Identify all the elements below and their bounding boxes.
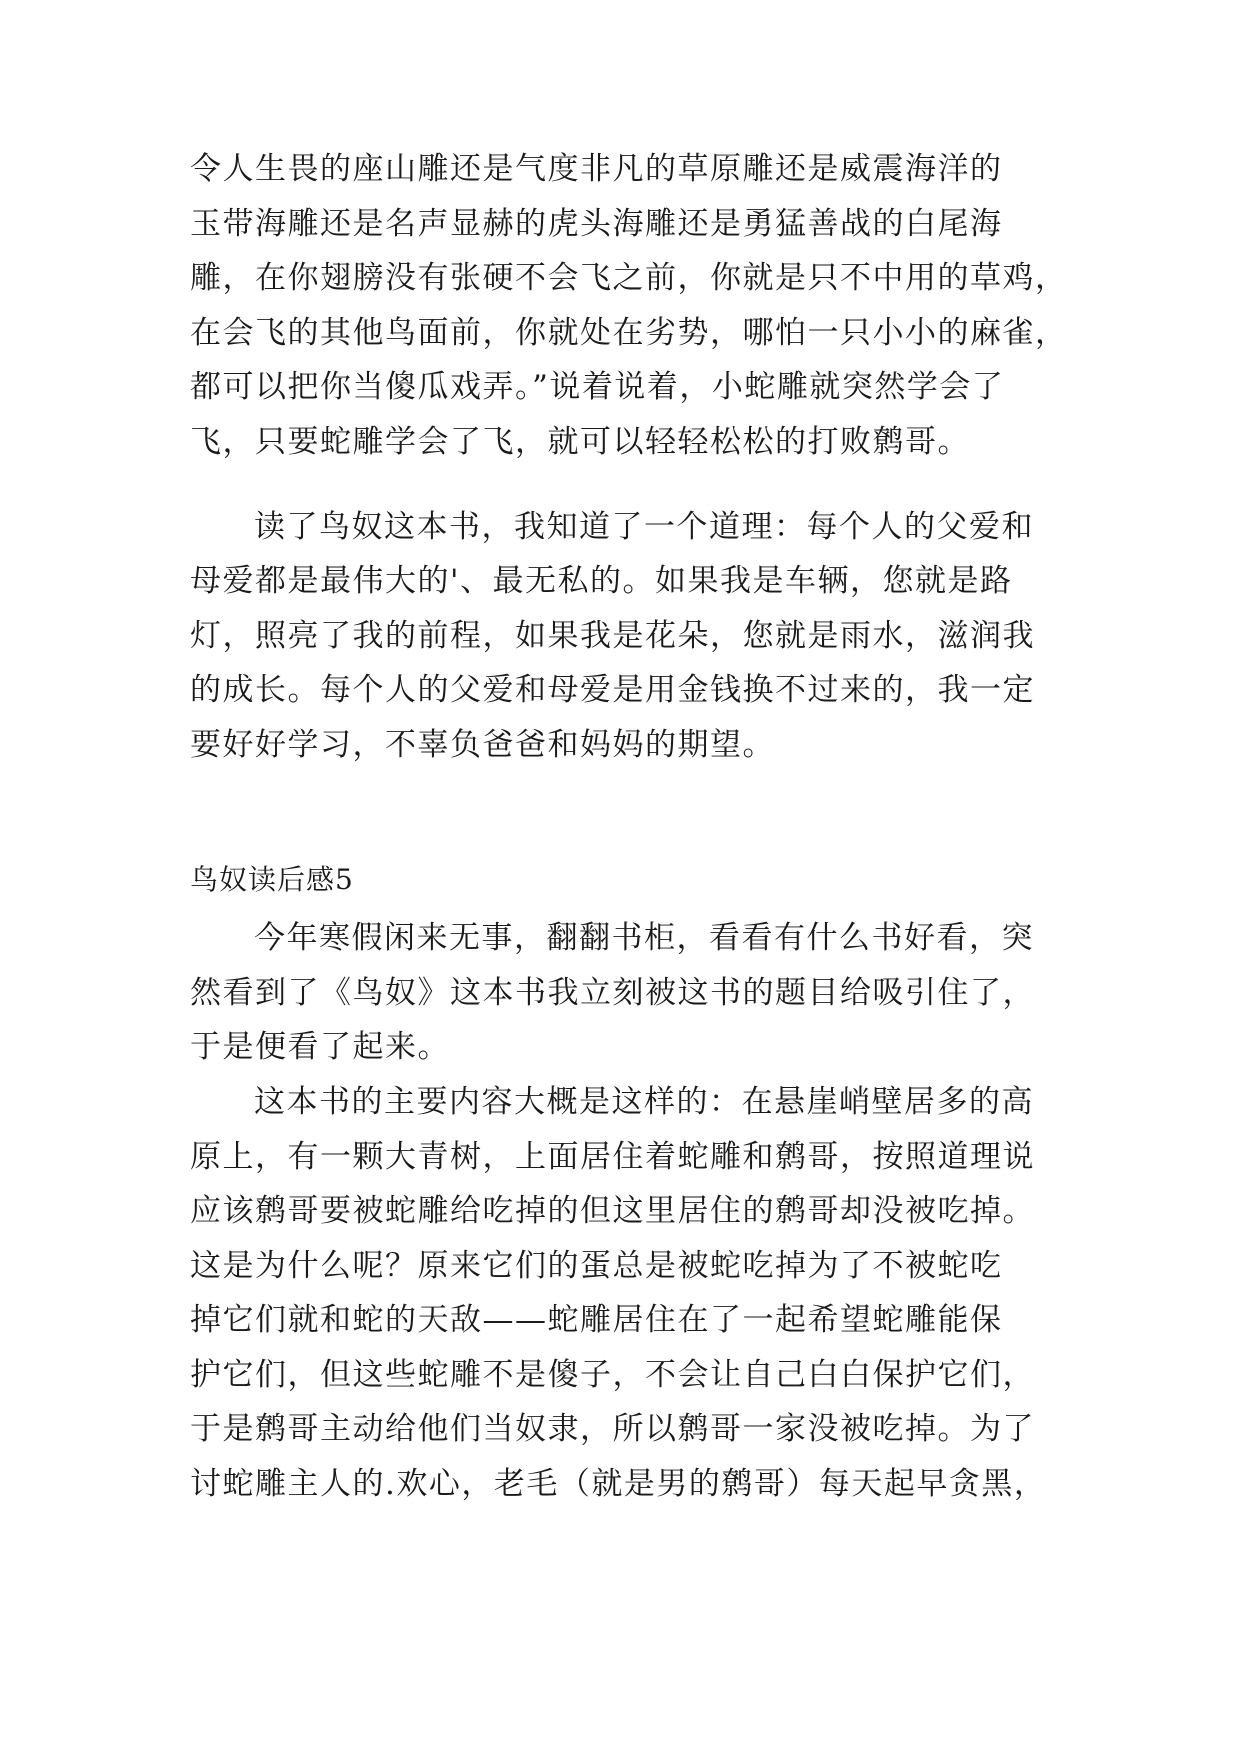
text-line: 然看到了《鸟奴》这本书我立刻被这书的题目给吸引住了， — [190, 975, 1035, 1011]
text-line: 令人生畏的座山雕还是气度非凡的草原雕还是威震海洋的 — [190, 151, 1003, 187]
text-line: 今年寒假闲来无事，翻翻书柜，看看有什么书好看，突 — [254, 920, 1034, 956]
text-line: 掉它们就和蛇的天敌——蛇雕居住在了一起希望蛇雕能保 — [190, 1302, 1003, 1338]
text-line: 这本书的主要内容大概是这样的：在悬崖峭壁居多的高 — [254, 1084, 1034, 1120]
text-line: 讨蛇雕主人的.欢心，老毛（就是男的鹩哥）每天起早贪黑， — [190, 1466, 1047, 1502]
text-line: 雕，在你翅膀没有张硬不会飞之前，你就是只不中用的草鸡， — [190, 260, 1068, 296]
text-line: 护它们，但这些蛇雕不是傻子，不会让自己白白保护它们， — [190, 1357, 1035, 1393]
text-line: 都可以把你当傻瓜戏弄。”说着说着，小蛇雕就突然学会了 — [190, 369, 1005, 405]
text-line: 应该鹩哥要被蛇雕给吃掉的但这里居住的鹩哥却没被吃掉。 — [190, 1193, 1035, 1229]
text-line: 要好好学习，不辜负爸爸和妈妈的期望。 — [190, 727, 775, 763]
section-heading: 鸟奴读后感5 — [190, 863, 354, 896]
text-line: 于是便看了起来。 — [190, 1029, 450, 1065]
text-line: 在会飞的其他鸟面前，你就处在劣势，哪怕一只小小的麻雀， — [190, 315, 1068, 351]
text-line: 原上，有一颗大青树，上面居住着蛇雕和鹩哥，按照道理说 — [190, 1139, 1035, 1175]
text-line: 的成长。每个人的父爱和母爱是用金钱换不过来的，我一定 — [190, 672, 1035, 708]
text-line: 灯，照亮了我的前程，如果我是花朵，您就是雨水，滋润我 — [190, 618, 1035, 654]
text-line: 这是为什么呢？原来它们的蛋总是被蛇吃掉为了不被蛇吃 — [190, 1248, 1003, 1284]
text-line: 玉带海雕还是名声显赫的虎头海雕还是勇猛善战的白尾海 — [190, 206, 1003, 242]
text-line: 飞，只要蛇雕学会了飞，就可以轻轻松松的打败鹩哥。 — [190, 424, 970, 460]
text-line: 读了鸟奴这本书，我知道了一个道理：每个人的父爱和 — [254, 509, 1034, 545]
text-line: 母爱都是最伟大的'、最无私的。如果我是车辆，您就是路 — [190, 563, 1013, 599]
text-line: 于是鹩哥主动给他们当奴隶，所以鹩哥一家没被吃掉。为了 — [190, 1411, 1035, 1447]
